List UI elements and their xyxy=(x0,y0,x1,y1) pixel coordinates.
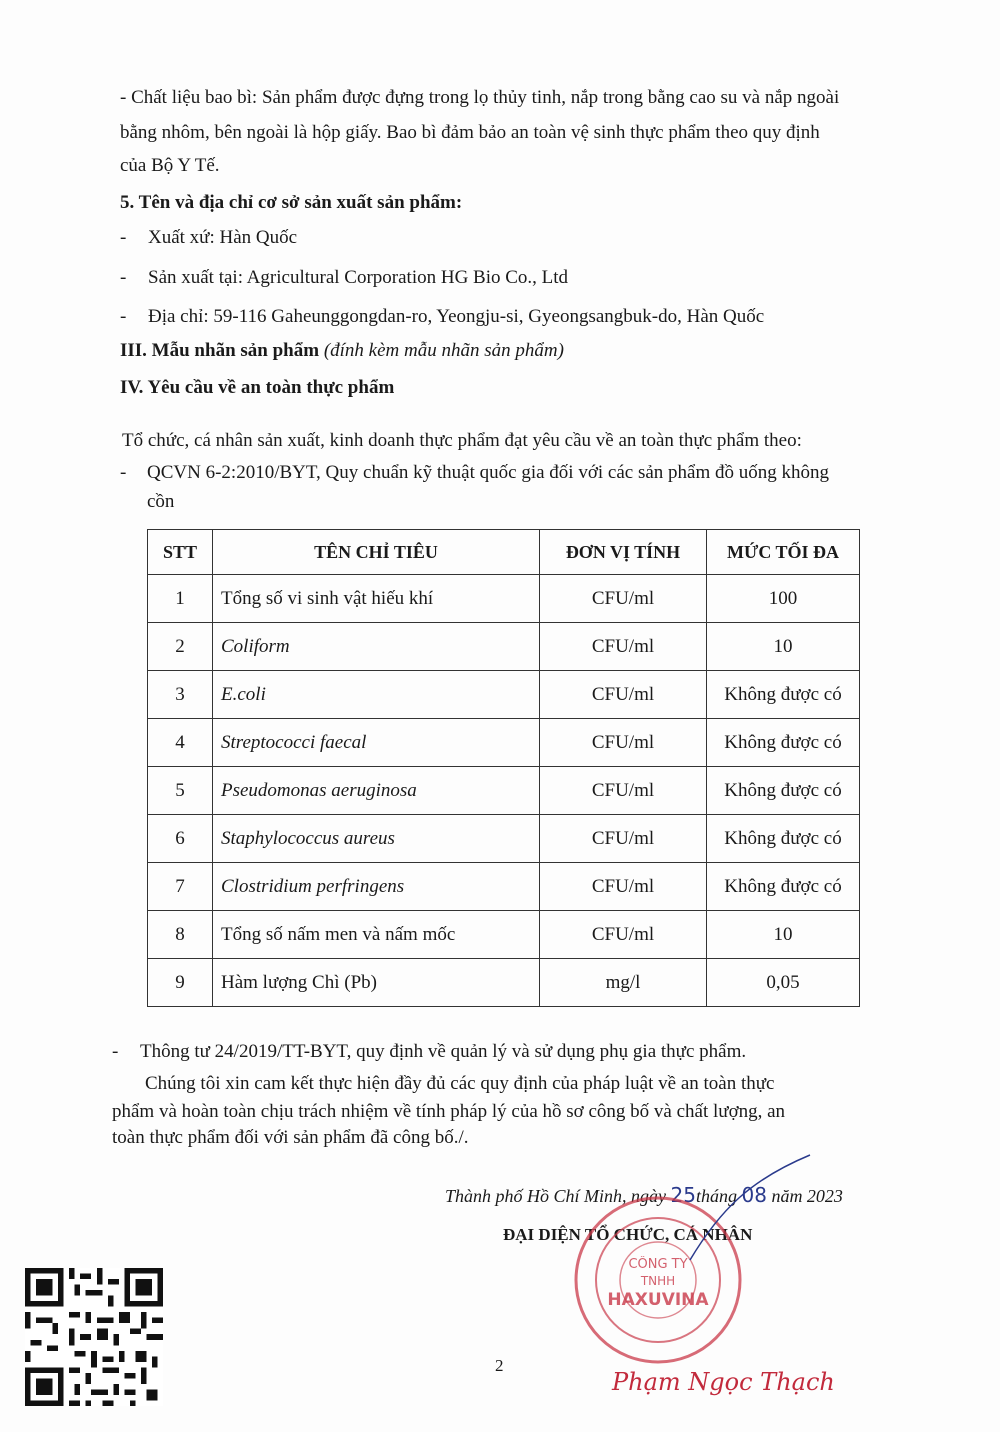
bullet: - xyxy=(112,1041,119,1062)
bullet: - xyxy=(120,462,127,483)
row-max: Không được có xyxy=(707,767,860,815)
representative-title: ĐẠI DIỆN TỔ CHỨC, CÁ NHÂN xyxy=(503,1225,753,1244)
criteria-table xyxy=(147,529,860,1007)
row-index: 4 xyxy=(148,719,213,767)
table-row xyxy=(148,575,860,623)
table-row xyxy=(148,767,860,815)
row-criterion: Coliform xyxy=(213,623,540,671)
packaging-line-3: của Bộ Y Tế. xyxy=(120,155,220,176)
origin-line: Xuất xứ: Hàn Quốc xyxy=(148,227,298,248)
table-row xyxy=(148,815,860,863)
commitment-line-3: toàn thực phẩm đối với sản phẩm đã công bố./. xyxy=(112,1127,469,1148)
row-index: 1 xyxy=(148,575,213,623)
row-criterion: Pseudomonas aeruginosa xyxy=(213,767,540,815)
section3-heading: III. Mẫu nhãn sản phẩm xyxy=(120,340,320,361)
row-unit: mg/l xyxy=(540,959,707,1007)
commitment-line-2: phẩm và hoàn toàn chịu trách nhiệm về tính pháp lý của hồ sơ công bố và chất lượng, an xyxy=(112,1101,786,1122)
row-index: 6 xyxy=(148,815,213,863)
row-criterion: Hàm lượng Chì (Pb) xyxy=(213,959,540,1007)
date-place: Thành phố Hồ Chí Minh, ngày xyxy=(445,1186,667,1206)
row-max: Không được có xyxy=(707,815,860,863)
row-index: 7 xyxy=(148,863,213,911)
table-row xyxy=(148,911,860,959)
circular-line: Thông tư 24/2019/TT-BYT, quy định về quản lý và sử dụng phụ gia thực phẩm. xyxy=(140,1041,747,1062)
section4-heading: IV. Yêu cầu về an toàn thực phẩm xyxy=(120,377,395,398)
section4-intro: Tổ chức, cá nhân sản xuất, kinh doanh thực phẩm đạt yêu cầu về an toàn thực phẩm theo: xyxy=(122,430,802,451)
row-max: Không được có xyxy=(707,863,860,911)
date-year: năm 2023 xyxy=(771,1186,843,1206)
row-criterion: Clostridium perfringens xyxy=(213,863,540,911)
row-max: 100 xyxy=(707,575,860,623)
header-stt: STT xyxy=(148,530,213,575)
row-criterion: Streptococci faecal xyxy=(213,719,540,767)
header-criterion: TÊN CHỈ TIÊU xyxy=(213,530,540,575)
row-unit: CFU/ml xyxy=(540,815,707,863)
row-max: Không được có xyxy=(707,719,860,767)
page-number: 2 xyxy=(495,1356,504,1375)
row-max: 0,05 xyxy=(707,959,860,1007)
row-index: 3 xyxy=(148,671,213,719)
date-day: 25 xyxy=(670,1183,696,1207)
row-max: 10 xyxy=(707,911,860,959)
row-criterion: E.coli xyxy=(213,671,540,719)
packaging-line-2: bằng nhôm, bên ngoài là hộp giấy. Bao bì đảm bảo an toàn vệ sinh thực phẩm theo quy định xyxy=(120,122,820,143)
row-unit: CFU/ml xyxy=(540,719,707,767)
row-index: 5 xyxy=(148,767,213,815)
row-unit: CFU/ml xyxy=(540,671,707,719)
svg-text:CÔNG TY: CÔNG TY xyxy=(628,1257,688,1272)
row-unit: CFU/ml xyxy=(540,767,707,815)
row-criterion: Staphylococcus aureus xyxy=(213,815,540,863)
svg-text:TNHH: TNHH xyxy=(640,1274,676,1288)
row-index: 2 xyxy=(148,623,213,671)
table-row xyxy=(148,719,860,767)
row-unit: CFU/ml xyxy=(540,623,707,671)
section3-line xyxy=(120,340,564,363)
qcvn-line-1: QCVN 6-2:2010/BYT, Quy chuẩn kỹ thuật quốc gia đối với các sản phẩm đồ uống không xyxy=(147,462,829,483)
table-row xyxy=(148,959,860,1007)
date-month-word: tháng xyxy=(695,1186,737,1206)
section3-note: (đính kèm mẫu nhãn sản phẩm) xyxy=(323,340,564,361)
row-criterion: Tổng số nấm men và nấm mốc xyxy=(213,911,540,959)
row-unit: CFU/ml xyxy=(540,863,707,911)
svg-text:HAXUVINA: HAXUVINA xyxy=(607,1290,709,1310)
address-line: Địa chỉ: 59-116 Gaheunggongdan-ro, Yeongju-si, Gyeongsangbuk-do, Hàn Quốc xyxy=(148,306,765,327)
row-unit: CFU/ml xyxy=(540,911,707,959)
header-max-level: MỨC TỐI ĐA xyxy=(707,530,860,575)
row-max: 10 xyxy=(707,623,860,671)
row-max: Không được có xyxy=(707,671,860,719)
row-criterion: Tổng số vi sinh vật hiếu khí xyxy=(213,575,540,623)
row-index: 8 xyxy=(148,911,213,959)
table-header-row xyxy=(148,530,860,575)
manufacturer-line: Sản xuất tại: Agricultural Corporation HG Bio Co., Ltd xyxy=(148,267,569,288)
section5-heading: 5. Tên và địa chỉ cơ sở sản xuất sản phẩm: xyxy=(120,192,463,213)
row-unit: CFU/ml xyxy=(540,575,707,623)
table-row xyxy=(148,863,860,911)
signature-stroke-icon xyxy=(680,1150,820,1270)
row-index: 9 xyxy=(148,959,213,1007)
table-row xyxy=(148,671,860,719)
qr-code-icon xyxy=(25,1268,163,1406)
bullet: - xyxy=(120,306,127,327)
date-month: 08 xyxy=(741,1183,767,1207)
packaging-line-1: - Chất liệu bao bì: Sản phẩm được đựng trong lọ thủy tinh, nắp trong bằng cao su và nắp ngoài xyxy=(120,87,840,108)
table-row xyxy=(148,623,860,671)
signer-name: Phạm Ngọc Thạch xyxy=(612,1368,835,1396)
qcvn-line-2: cồn xyxy=(147,491,175,512)
header-unit: ĐƠN VỊ TÍNH xyxy=(540,530,707,575)
commitment-line-1: Chúng tôi xin cam kết thực hiện đầy đủ các quy định của pháp luật về an toàn thực xyxy=(145,1073,775,1094)
bullet: - xyxy=(120,227,127,248)
bullet: - xyxy=(120,267,127,288)
